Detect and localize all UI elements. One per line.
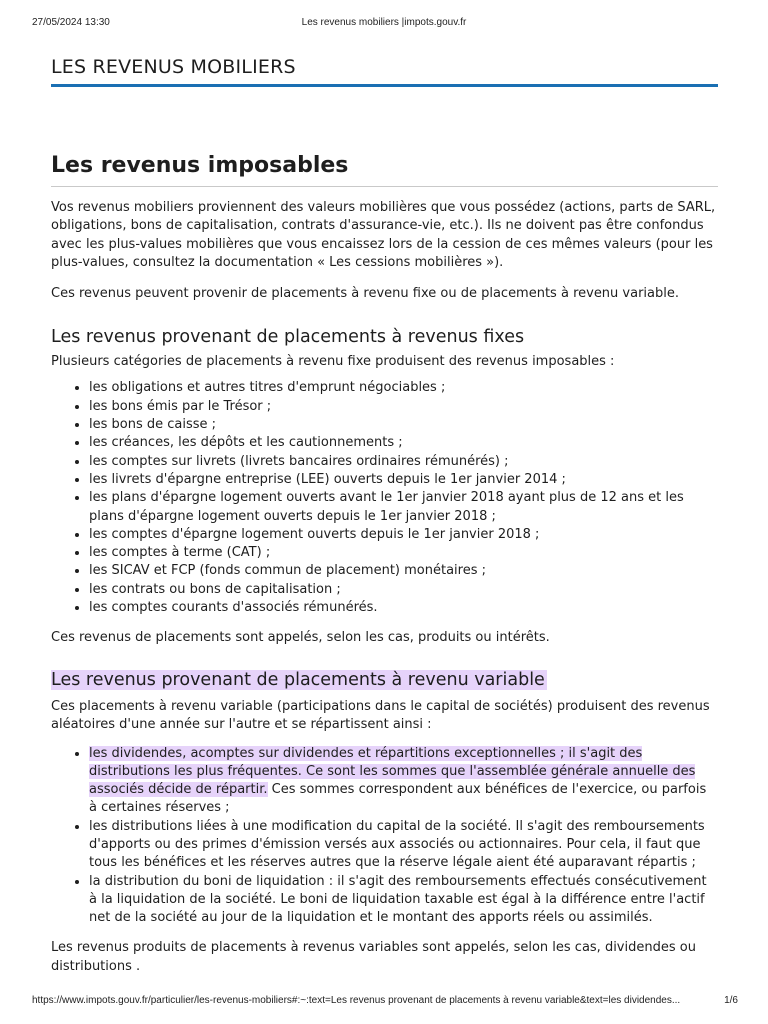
list-item: • les distributions liées à une modification du capital de la société. Il s'agit des remboursements d'apports ou des primes d'émission versés aux associés ou actionnaires. Pour cela, il faut que tous les bénéfices et les réserves autres que la réserve légale aient été auparavant répartis ; — [89, 818, 718, 873]
page-title: LES REVENUS MOBILIERS — [51, 56, 718, 87]
fixed-income-heading: Les revenus provenant de placements à revenus fixes — [51, 327, 525, 348]
print-url: https://www.impots.gouv.fr/particulier/les-revenus-mobiliers#:~:text=Les revenus provenant de placements à revenu variable&text=les dividendes... — [32, 995, 681, 1006]
list-item — [89, 745, 718, 818]
variable-income-intro: Ces placements à revenu variable (participations dans le capital de sociétés) produisent des revenus aléatoires d'une année sur l'autre et se répartissent ainsi : — [51, 698, 710, 733]
print-page-title: Les revenus mobiliers |impots.gouv.fr — [301, 17, 467, 28]
list-item: • les SICAV et FCP (fonds commun de placement) monétaires ; — [89, 562, 718, 580]
list-item: • les créances, les dépôts et les cautionnements ; — [89, 434, 718, 452]
variable-income-heading — [51, 668, 718, 692]
fixed-income-outro: Ces revenus de placements sont appelés, selon les cas, produits ou intérêts. — [51, 630, 550, 646]
highlighted-text: les dividendes, acomptes sur dividendes et répartitions exceptionnelles ; il s'agit des distributions les plus fréquentes. Ce sont les sommes que l'assemblée générale annuelle des associés décide de répartir. — [89, 745, 696, 798]
list-item: • les livrets d'épargne entreprise (LEE) ouverts depuis le 1er janvier 2014 ; — [89, 471, 718, 489]
intro-paragraph-1: Vos revenus mobiliers proviennent des valeurs mobilières que vous possédez (actions, parts de SARL, obligations, bons de capitalisation, contrats d'assurance-vie, etc.). Ils ne doivent pas être confondus avec les plus-values mobilières que vous encaissez lors de la cession de ces mêmes valeurs (pour les plus-values, consultez la documentation « Les cessions mobilières »). — [51, 200, 716, 271]
list-item: • les obligations et autres titres d'emprunt négociables ; — [89, 379, 718, 397]
list-item: • les comptes d'épargne logement ouverts depuis le 1er janvier 2018 ; — [89, 526, 718, 544]
section-title: Les revenus imposables — [51, 153, 718, 187]
list-item: • les bons de caisse ; — [89, 416, 718, 434]
list-item: • la distribution du boni de liquidation : il s'agit des remboursements effectués consécutivement à la liquidation de la société. Le boni de liquidation taxable est égal à la différence entre l'actif net de la société au jour de la liquidation et le montant des apports réels ou assimilés. — [89, 873, 718, 928]
list-item: • les comptes à terme (CAT) ; — [89, 544, 718, 562]
print-date: 27/05/2024 13:30 — [32, 17, 110, 28]
variable-income-outro: Les revenus produits de placements à revenus variables sont appelés, selon les cas, dividendes ou distributions . — [51, 940, 696, 974]
list-item: • les contrats ou bons de capitalisation ; — [89, 581, 718, 599]
intro-paragraph-2: Ces revenus peuvent provenir de placements à revenu fixe ou de placements à revenu variable. — [51, 285, 679, 301]
fixed-income-intro: Plusieurs catégories de placements à revenu fixe produisent des revenus imposables : — [51, 354, 615, 370]
variable-income-heading-text: Les revenus provenant de placements à revenu variable — [51, 669, 545, 690]
list-item: • les comptes courants d'associés rémunérés. — [89, 599, 718, 617]
list-item: • les comptes sur livrets (livrets bancaires ordinaires rémunérés) ; — [89, 453, 718, 471]
page-number: 1/6 — [724, 995, 738, 1006]
document-content — [51, 56, 718, 976]
list-item-text: Ces sommes correspondent aux bénéfices de l'exercice, ou parfois à certaines réserves ; — [89, 782, 707, 816]
variable-income-list — [51, 745, 718, 928]
fixed-income-list — [51, 379, 718, 617]
list-item: • les plans d'épargne logement ouverts avant le 1er janvier 2018 ayant plus de 12 ans et les plans d'épargne logement ouverts depuis le 1er janvier 2018 ; — [89, 489, 718, 526]
list-item: • les bons émis par le Trésor ; — [89, 398, 718, 416]
